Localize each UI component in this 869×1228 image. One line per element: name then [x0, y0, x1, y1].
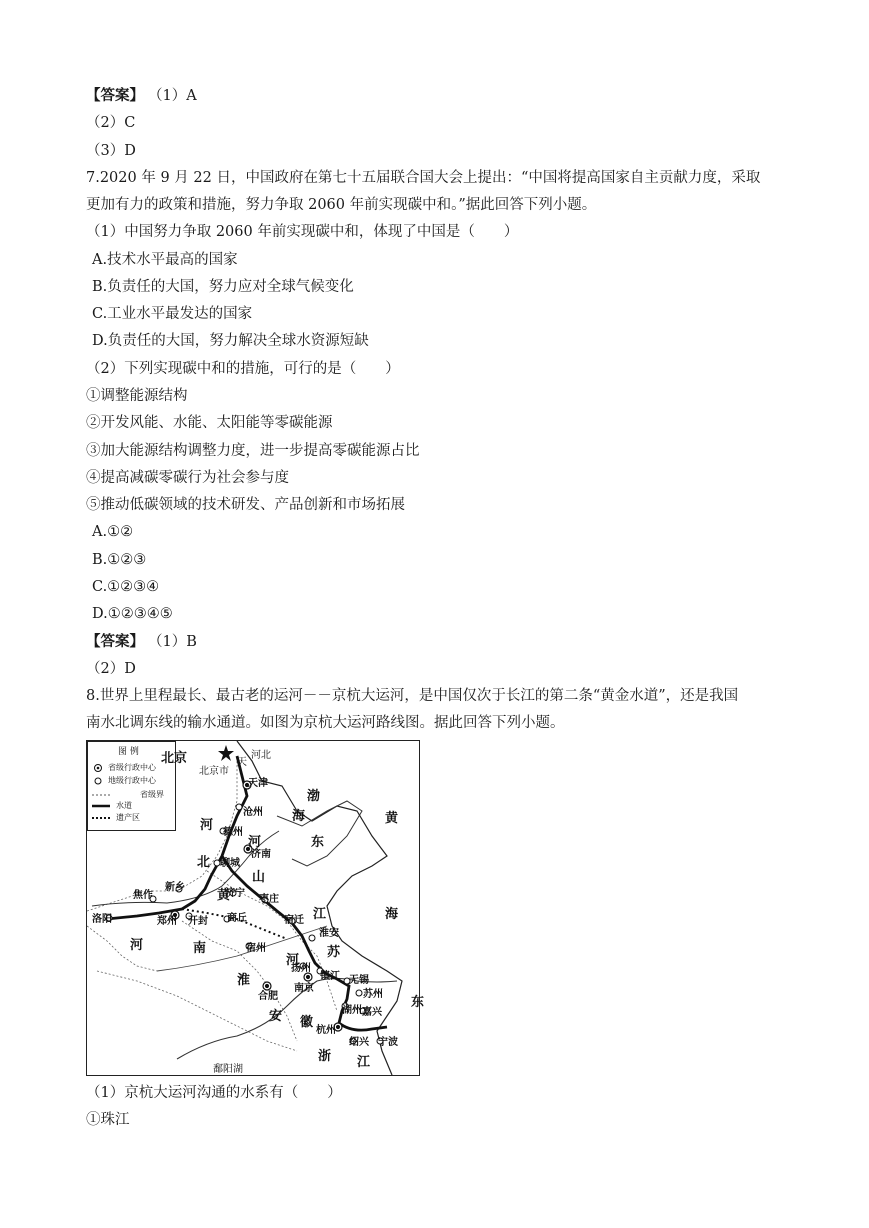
map-label-jiang-zj: 江	[357, 1055, 371, 1070]
text-line-q7-1: （1）中国努力争取 2060 年前实现碳中和，体现了中国是（ ）	[86, 224, 519, 240]
map-label-dong-shandong: 东	[311, 835, 325, 850]
map-label-suzhou-ah: 宿州	[246, 943, 266, 954]
map-label-tian: 天	[237, 757, 247, 768]
map-label-zhengzhou: 郑州	[157, 916, 177, 927]
text-line-q7-1-D: D.负责任的大国，努力解决全球水资源短缺	[92, 333, 369, 349]
map-label-he-huai: 河	[286, 953, 300, 968]
map-label-jiaozuo: 焦作	[133, 890, 153, 901]
text-line-q7-stem-2: 更加有力的政策和措施，努力争取 2060 年前实现碳中和。”据此回答下列小题。	[86, 197, 597, 213]
map-label-huang-sea: 黄	[385, 811, 399, 826]
text-line-q7-2-C: C.①②③④	[92, 579, 160, 595]
map-label-kaifeng: 开封	[188, 916, 208, 927]
text-line-q7-2-i3: ③加大能源结构调整力度，进一步提高零碳能源占比	[86, 443, 420, 459]
text-line-q7-2: （2）下列实现碳中和的措施，可行的是（ ）	[86, 361, 400, 377]
legend-item-provincial-center: 省级行政中心	[108, 763, 156, 772]
text-line-q7-1-B: B.负责任的大国，努力应对全球气候变化	[92, 279, 354, 295]
map-label-an: 安	[269, 1009, 283, 1024]
map-label-liaocheng: 聊城	[220, 858, 240, 869]
map-label-hui: 徽	[300, 1015, 314, 1030]
map-label-beijing: 北京	[161, 751, 188, 766]
map-label-he-shandong: 河	[248, 835, 262, 850]
map-label-shangqiu: 商丘	[227, 913, 247, 924]
map-label-jining: 济宁	[225, 888, 245, 899]
map-label-luoyang: 洛阳	[92, 914, 112, 925]
legend-item-waterway: 水道	[116, 801, 132, 810]
text-line-q8-1: （1）京杭大运河沟通的水系有（ ）	[86, 1085, 342, 1101]
map-label-huzhou: 湖州	[342, 1005, 362, 1016]
map-label-nanjing: 南京	[294, 983, 314, 994]
map-label-huaian: 淮安	[319, 928, 339, 939]
map-label-he-hebei: 河	[200, 818, 214, 833]
text-line-q7-stem-1: 7.2020 年 9 月 22 日，中国政府在第七十五届联合国大会上提出：“中国将提高国家自主贡献力度，采取	[86, 170, 761, 186]
text-line-q8-stem-2: 南水北调东线的输水通道。如图为京杭大运河路线图。据此回答下列小题。	[86, 715, 565, 731]
text-line-q7-2-A: A.①②	[92, 524, 134, 540]
map-label-xinxiang: 新乡	[165, 882, 185, 893]
legend-title: 图 例	[118, 747, 139, 757]
map-label-hai-bo: 海	[292, 809, 306, 824]
text-line-ans7-2: （2）D	[86, 661, 136, 677]
text-line-q7-2-i5: ⑤推动低碳领域的技术研发、产品创新和市场拓展	[86, 497, 405, 513]
map-label-hangzhou: 杭州	[316, 1025, 336, 1036]
text-line-q7-2-i2: ②开发风能、水能、太阳能等零碳能源	[86, 415, 333, 431]
text-line-q7-2-i1: ①调整能源结构	[86, 388, 188, 404]
grand-canal-map	[86, 740, 425, 1076]
text-line-ans6-2: （2）C	[86, 115, 136, 131]
text-line-ans6-1: （1）A	[148, 88, 197, 104]
map-label-dezhou: 德州	[223, 827, 243, 838]
map-label-tianjin: 天津	[248, 778, 268, 789]
map-label-zhe: 浙	[318, 1049, 332, 1064]
text-line-q7-2-D: D.①②③④⑤	[92, 606, 173, 622]
legend-item-prefecture-center: 地级行政中心	[108, 776, 156, 785]
text-line-ans6-label: 【答案】	[86, 87, 144, 104]
text-line-q8-1-i1: ①珠江	[86, 1112, 130, 1128]
map-label-cangzhou: 沧州	[243, 807, 263, 818]
map-label-shan: 山	[252, 870, 266, 885]
text-line-ans6-3: （3）D	[86, 143, 136, 159]
text-line-ans7-label: 【答案】	[86, 633, 144, 650]
legend-item-provincial-border: 省级界	[140, 790, 164, 799]
map-label-dong-sea: 东	[411, 995, 425, 1010]
text-line-ans7-1: （1）B	[148, 634, 197, 650]
map-label-poyang: 鄱阳湖	[213, 1064, 243, 1075]
map-label-zaozhuang: 枣庄	[259, 894, 279, 905]
map-label-huang-river: 黄	[217, 888, 231, 903]
text-line-q7-2-i4: ④提高减碳零碳行为社会参与度	[86, 470, 289, 486]
text-line-q8-stem-1: 8.世界上里程最长、最古老的运河－－京杭大运河，是中国仅次于长江的第二条“黄金水道”，还是我国	[86, 688, 739, 704]
map-label-huai: 淮	[237, 973, 251, 988]
map-label-wuxi: 无锡	[349, 975, 369, 986]
map-label-zhenjiang: 镇江	[320, 971, 340, 982]
map-label-beijing-city: 北京市	[199, 766, 229, 777]
map-label-suqian: 宿迁	[284, 915, 304, 926]
map-label-jiaxing: 嘉兴	[362, 1007, 382, 1018]
map-label-shaoxing: 绍兴	[349, 1037, 369, 1048]
map-label-hebei-small: 河北	[251, 750, 271, 761]
map-label-suzhou-js: 苏州	[363, 989, 383, 1000]
map-label-hefei: 合肥	[258, 991, 278, 1002]
map-label-su-js: 苏	[327, 945, 341, 960]
map-label-yangzhou: 扬州	[291, 963, 311, 974]
text-line-q7-2-B: B.①②③	[92, 552, 147, 568]
text-line-q7-1-A: A.技术水平最高的国家	[92, 252, 238, 268]
map-label-bo: 渤	[307, 789, 321, 804]
map-label-jinan: 济南	[251, 849, 271, 860]
map-label-ningbo: 宁波	[378, 1037, 398, 1048]
legend-item-heritage-area: 遗产区	[116, 813, 140, 822]
map-label-bei-hebei: 北	[197, 855, 211, 870]
text-line-q7-1-C: C.工业水平最发达的国家	[92, 306, 253, 322]
map-label-jiang-js: 江	[313, 907, 327, 922]
map-label-nan-henan: 南	[193, 941, 207, 956]
map-label-he-henan: 河	[130, 938, 144, 953]
map-label-hai-sea: 海	[385, 907, 399, 922]
